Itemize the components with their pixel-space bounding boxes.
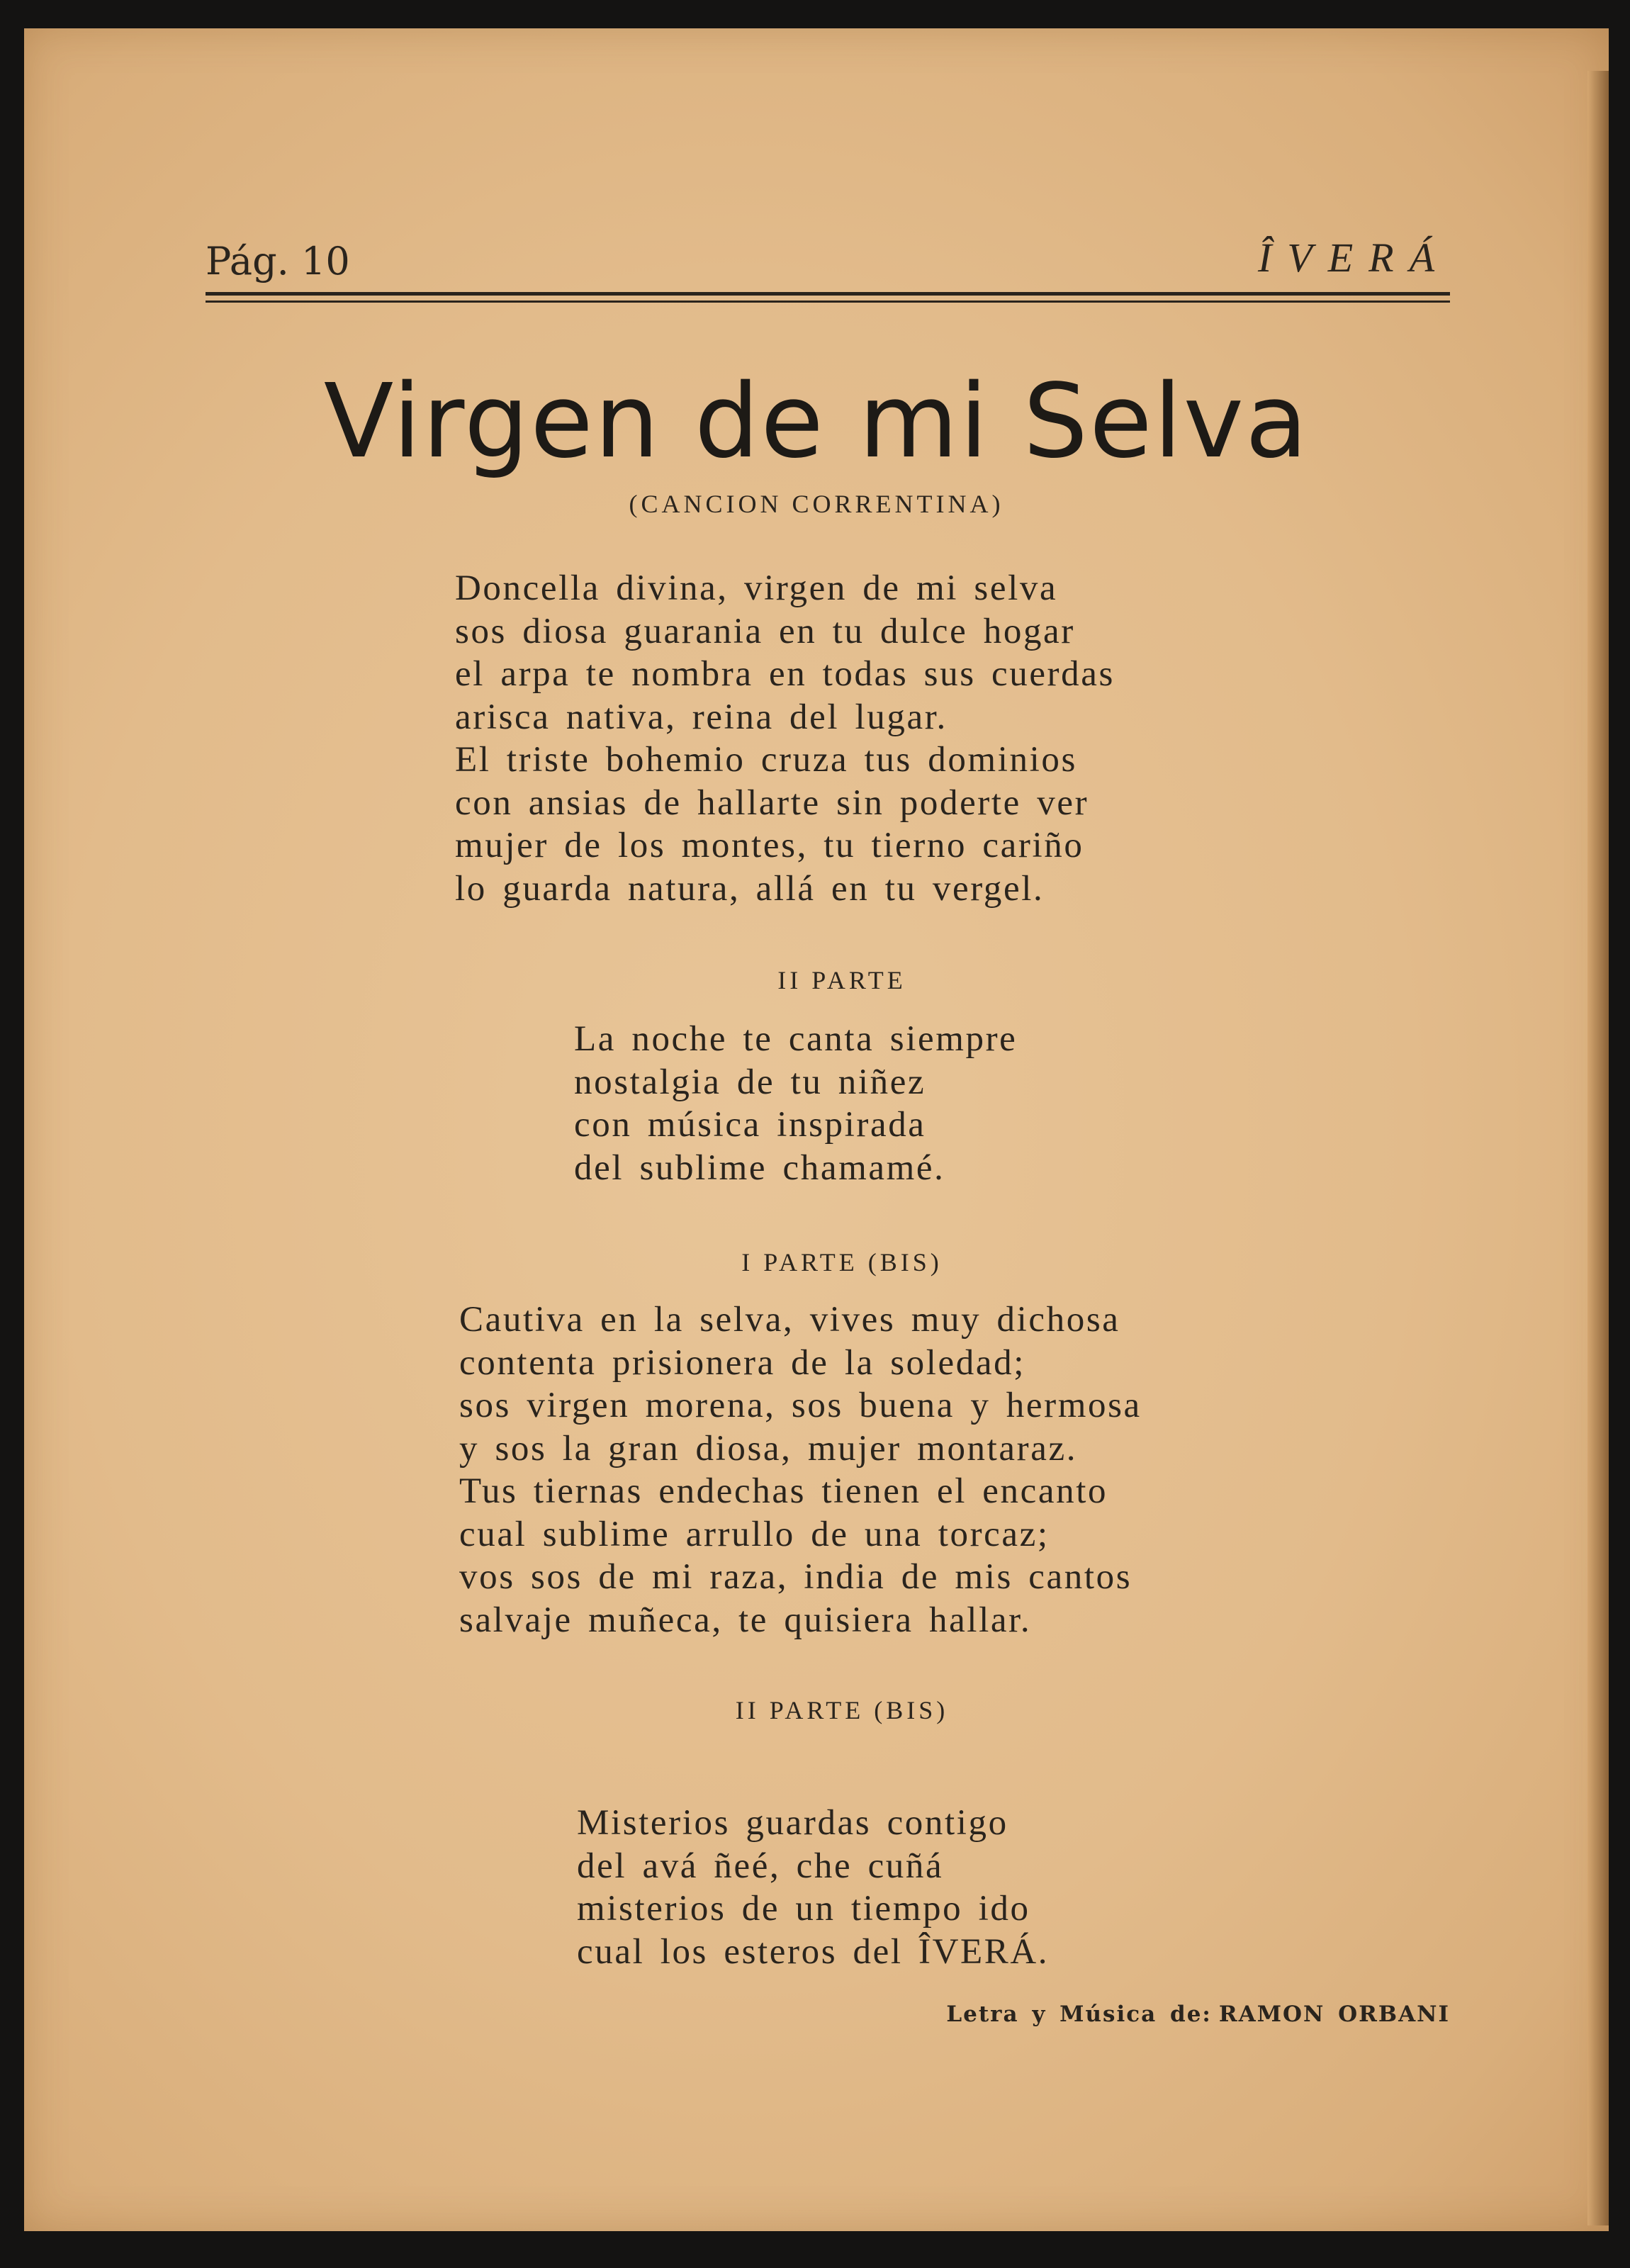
- journal-name: ÎVERÁ: [1257, 235, 1450, 281]
- verse-line: cual sublime arrullo de una torcaz;: [459, 1514, 1050, 1554]
- song-title: Virgen de mi Selva: [323, 361, 1310, 481]
- verse-line: del sublime chamamé.: [574, 1147, 945, 1188]
- song-subtitle: (CANCION CORRENTINA): [629, 490, 1004, 518]
- header-rule-bottom: [206, 301, 1450, 303]
- verse-line: nostalgia de tu niñez: [574, 1062, 926, 1102]
- credit-label: Letra y Música de:: [946, 2002, 1212, 2027]
- verse-line: El triste bohemio cruza tus dominios: [455, 740, 1077, 780]
- page-number: Pág. 10: [206, 239, 350, 284]
- section-label-i-parte-bis: I PARTE (BIS): [741, 1248, 943, 1276]
- verse-line: mujer de los montes, tu tierno cariño: [455, 826, 1084, 865]
- header-rule-top: [206, 292, 1450, 296]
- printed-page: [24, 28, 1609, 2231]
- verse-line: cual los esteros del ÎVERÁ.: [577, 1931, 1050, 1972]
- song-credit: [939, 2002, 1450, 2027]
- stanza-2: [574, 1018, 1017, 1189]
- section-label-ii-parte-bis: II PARTE (BIS): [735, 1696, 949, 1724]
- verse-line: del avá ñeé, che cuñá: [577, 1846, 944, 1886]
- verse-line: sos diosa guarania en tu dulce hogar: [455, 611, 1075, 651]
- stanza-4: [577, 1802, 1049, 1973]
- verse-line: La noche te canta siempre: [574, 1019, 1018, 1059]
- verse-line: contenta prisionera de la soledad;: [459, 1342, 1025, 1383]
- verse-line: vos sos de mi raza, india de mis cantos: [459, 1557, 1132, 1597]
- verse-line: el arpa te nombra en todas sus cuerdas: [455, 654, 1115, 694]
- verse-line: y sos la gran diosa, mujer montaraz.: [459, 1428, 1078, 1469]
- stanza-1: [455, 567, 1115, 910]
- composer-name: RAMON ORBANI: [1218, 2002, 1450, 2027]
- section-label-ii-parte: II PARTE: [777, 966, 906, 994]
- verse-line: Cautiva en la selva, vives muy dichosa: [459, 1300, 1120, 1340]
- verse-line: Misterios guardas contigo: [577, 1803, 1008, 1843]
- verse-line: lo guarda natura, allá en tu vergel.: [455, 868, 1045, 909]
- verse-line: Doncella divina, virgen de mi selva: [455, 568, 1058, 608]
- verse-line: con música inspirada: [574, 1105, 926, 1145]
- verse-line: Tus tiernas endechas tienen el encanto: [459, 1471, 1108, 1511]
- stanza-3: [459, 1298, 1142, 1641]
- verse-line: salvaje muñeca, te quisiera hallar.: [459, 1600, 1032, 1640]
- verse-line: misterios de un tiempo ido: [577, 1889, 1030, 1929]
- verse-line: sos virgen morena, sos buena y hermosa: [459, 1386, 1142, 1425]
- verse-line: arisca nativa, reina del lugar.: [455, 697, 948, 737]
- verse-line: con ansias de hallarte sin poderte ver: [455, 782, 1089, 823]
